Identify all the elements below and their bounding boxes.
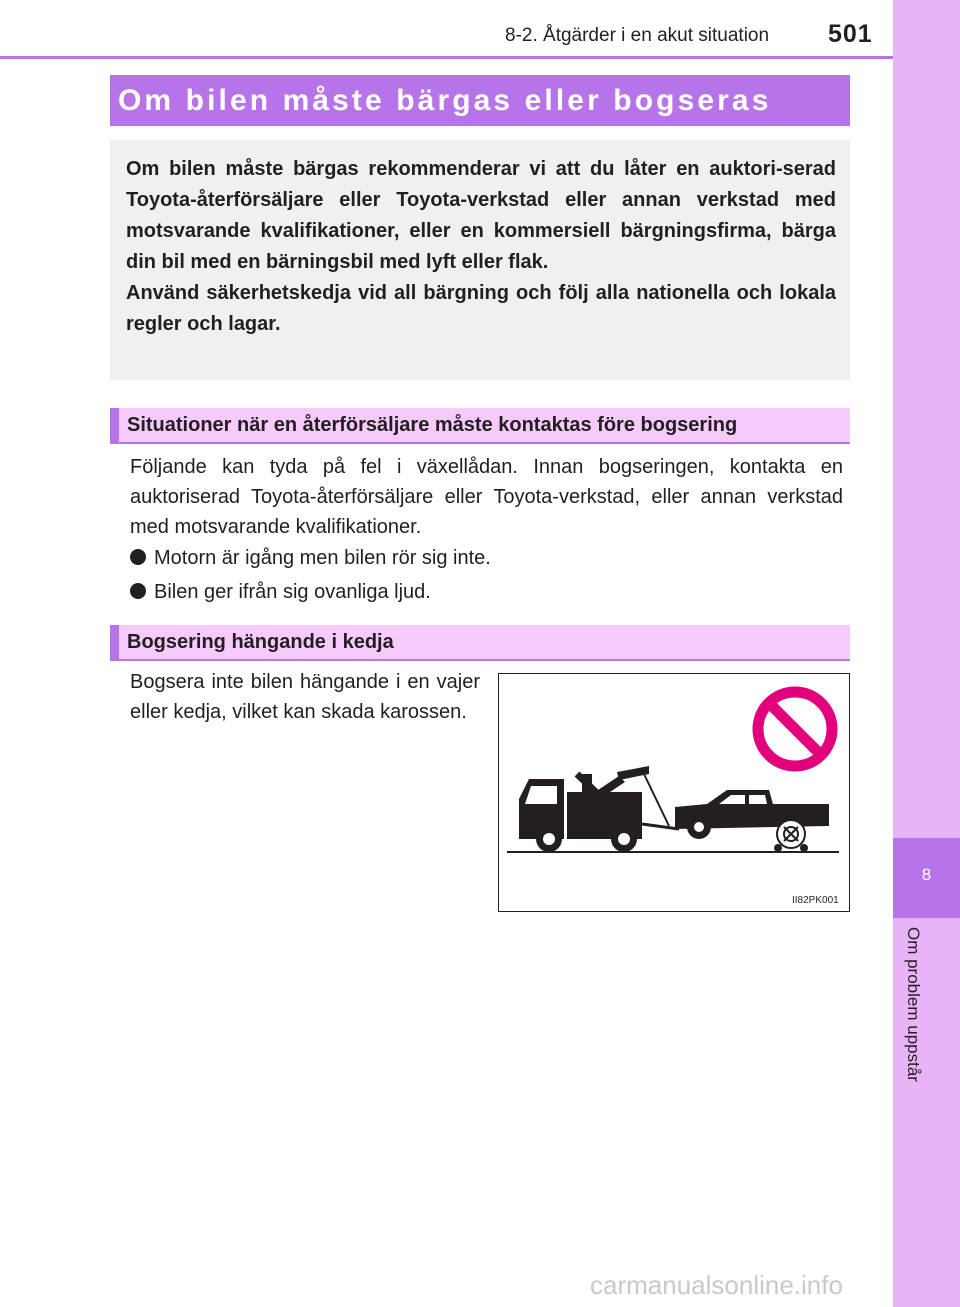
page-header xyxy=(0,0,893,58)
intro-text xyxy=(126,154,836,340)
bullet-icon xyxy=(130,549,146,565)
subheading-chain-towing xyxy=(110,625,850,661)
page-number: 501 xyxy=(828,20,873,48)
subheading-dealer-contact xyxy=(110,408,850,444)
chapter-tab[interactable] xyxy=(893,838,960,918)
bullet-icon xyxy=(130,583,146,599)
intro-paragraph-1: Om bilen måste bärgas rekommenderar vi att du låter en auktori-serad Toyota-återförsäljare eller Toyota-verkstad eller annan verkstad med motsvarande kvalifikationer, eller en kommersiell bärgningsfirma, bärga din bil med en bärningsbil med lyft eller flak. xyxy=(126,158,836,273)
figure-code: II82PK001 xyxy=(792,895,839,906)
chapter-title: Om problem uppstår xyxy=(904,927,923,1082)
list-item xyxy=(130,543,491,573)
list-item-text: Motorn är igång men bilen rör sig inte. xyxy=(154,547,491,569)
towing-illustration xyxy=(498,673,850,912)
page-title: Om bilen måste bärgas eller bogseras xyxy=(118,84,772,117)
list-item-text: Bilen ger ifrån sig ovanliga ljud. xyxy=(154,581,431,603)
body-paragraph: Följande kan tyda på fel i växellådan. Innan bogseringen, kontakta en auktoriserad Toyota-återförsäljare eller Toyota-verkstad, eller annan verkstad med motsvarande kvalifikationer. xyxy=(130,456,843,538)
list-item xyxy=(130,577,431,607)
body-paragraph: Bogsera inte bilen hängande i en vajer eller kedja, vilket kan skada karossen. xyxy=(130,671,480,723)
intro-box xyxy=(110,140,850,380)
tow-truck-icon xyxy=(519,766,679,852)
intro-paragraph-2: Använd säkerhetskedja vid all bärgning och följ alla nationella och lokala regler och lagar. xyxy=(126,282,836,335)
subheading-text: Situationer när en återförsäljare måste kontaktas före bogsering xyxy=(127,414,738,436)
section-reference: 8-2. Åtgärder i en akut situation xyxy=(505,25,770,46)
prohibition-icon xyxy=(758,692,832,766)
pickup-truck-icon xyxy=(675,790,829,839)
towing-drawing xyxy=(499,674,849,911)
chapter-number: 8 xyxy=(921,865,932,884)
subheading-text: Bogsering hängande i kedja xyxy=(127,631,394,653)
section-title-banner xyxy=(110,75,850,126)
header-divider xyxy=(0,56,893,59)
watermark: carmanualsonline.info xyxy=(590,1270,843,1300)
